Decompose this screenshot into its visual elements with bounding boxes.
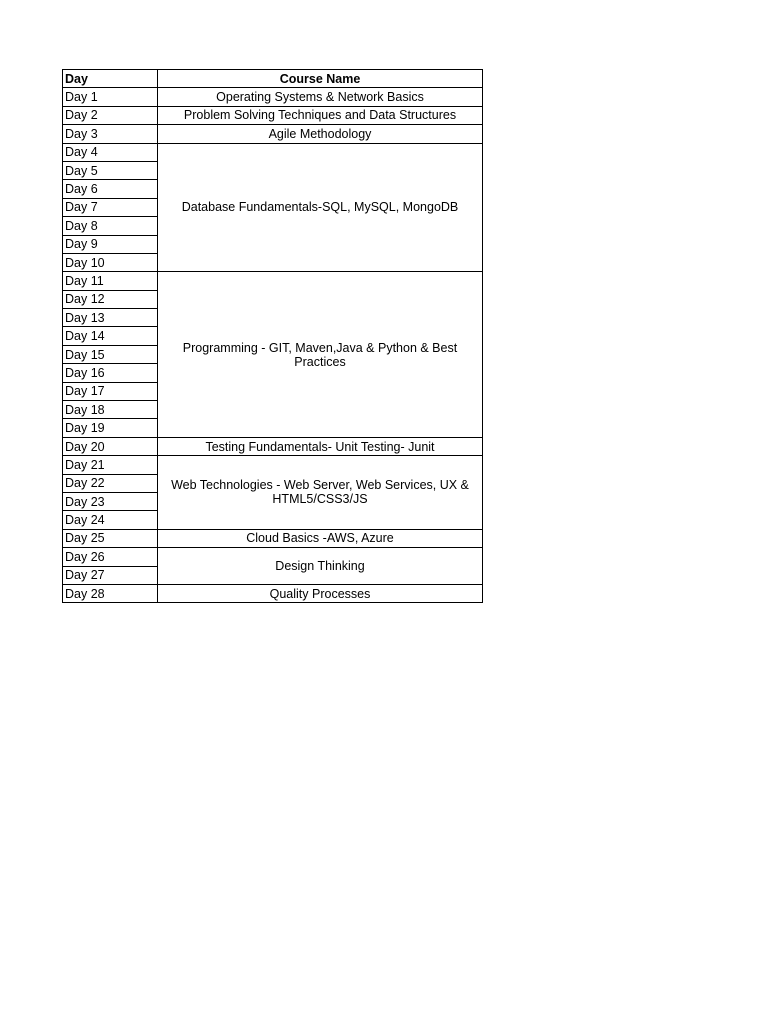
day-cell: Day 24 (63, 511, 158, 529)
course-name-cell (158, 548, 483, 585)
table-row (63, 529, 483, 547)
table-row (63, 437, 483, 455)
course-name-text: Quality Processes (269, 586, 371, 601)
day-cell: Day 10 (63, 253, 158, 271)
day-cell: Day 1 (63, 88, 158, 106)
course-name-text: Web Technologies - Web Server, Web Services, UX & HTML5/CSS3/JS (171, 478, 469, 507)
day-cell: Day 17 (63, 382, 158, 400)
day-cell: Day 16 (63, 364, 158, 382)
day-cell: Day 23 (63, 492, 158, 510)
day-cell: Day 8 (63, 217, 158, 235)
course-name-cell (158, 437, 483, 455)
course-name-text: Operating Systems & Network Basics (216, 90, 424, 105)
schedule-body (63, 88, 483, 603)
course-name-cell (158, 143, 483, 272)
table-row (63, 143, 483, 161)
day-cell: Day 4 (63, 143, 158, 161)
day-cell: Day 18 (63, 401, 158, 419)
course-name-cell (158, 106, 483, 124)
course-schedule-table (62, 69, 483, 603)
day-cell: Day 22 (63, 474, 158, 492)
schedule-sheet (62, 69, 483, 603)
course-name-text: Problem Solving Techniques and Data Structures (183, 108, 457, 123)
course-name-cell (158, 584, 483, 602)
day-cell: Day 2 (63, 106, 158, 124)
course-name-column-header: Course Name (158, 70, 483, 88)
day-cell: Day 21 (63, 456, 158, 474)
course-name-cell (158, 88, 483, 106)
course-name-text: Programming - GIT, Maven,Java & Python & Best Practices (182, 340, 458, 369)
table-row (63, 88, 483, 106)
course-name-text: Cloud Basics -AWS, Azure (246, 531, 394, 546)
day-cell: Day 25 (63, 529, 158, 547)
course-name-cell (158, 529, 483, 547)
day-cell: Day 20 (63, 437, 158, 455)
day-cell: Day 13 (63, 309, 158, 327)
day-cell: Day 3 (63, 125, 158, 143)
day-cell: Day 6 (63, 180, 158, 198)
table-row (63, 106, 483, 124)
day-cell: Day 7 (63, 198, 158, 216)
course-name-cell (158, 125, 483, 143)
course-name-text: Design Thinking (275, 559, 365, 574)
table-row (63, 125, 483, 143)
day-cell: Day 19 (63, 419, 158, 437)
header-row (63, 70, 483, 88)
day-cell: Day 12 (63, 290, 158, 308)
course-name-text: Database Fundamentals-SQL, MySQL, MongoDB (181, 200, 459, 215)
day-cell: Day 9 (63, 235, 158, 253)
day-cell: Day 14 (63, 327, 158, 345)
day-cell: Day 27 (63, 566, 158, 584)
day-cell: Day 28 (63, 584, 158, 602)
course-name-text: Agile Methodology (268, 126, 372, 141)
day-cell: Day 15 (63, 345, 158, 363)
table-row (63, 456, 483, 474)
course-name-text: Testing Fundamentals- Unit Testing- Junit (205, 439, 435, 454)
day-cell: Day 26 (63, 548, 158, 566)
table-row (63, 548, 483, 566)
day-column-header: Day (63, 70, 158, 88)
day-cell: Day 5 (63, 161, 158, 179)
table-row (63, 272, 483, 290)
day-cell: Day 11 (63, 272, 158, 290)
course-name-cell (158, 456, 483, 530)
table-row (63, 584, 483, 602)
course-name-cell (158, 272, 483, 438)
